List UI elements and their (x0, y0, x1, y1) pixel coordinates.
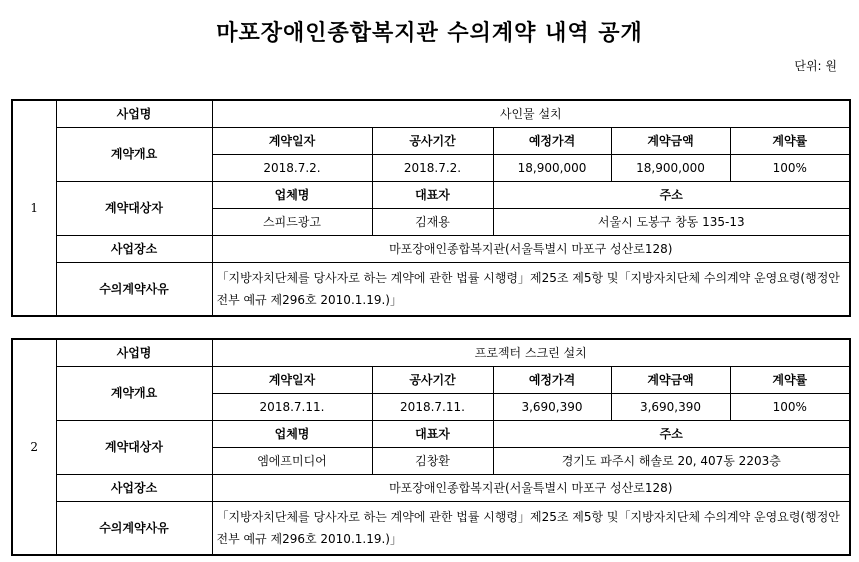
ceo-header: 대표자 (372, 181, 493, 208)
address-value: 경기도 파주시 해솔로 20, 407동 2203층 (493, 447, 850, 474)
company-header: 업체명 (212, 420, 372, 447)
ceo-value: 김재용 (372, 208, 493, 235)
location-value: 마포장애인종합복지관(서울특별시 마포구 성산로128) (212, 235, 850, 262)
reason-label: 수의계약사유 (56, 262, 212, 316)
location-label: 사업장소 (56, 474, 212, 501)
rate-value: 100% (730, 393, 850, 420)
contract-date-value: 2018.7.2. (212, 154, 372, 181)
company-value: 엠에프미디어 (212, 447, 372, 474)
estimate-value: 18,900,000 (493, 154, 611, 181)
contract-date-header: 계약일자 (212, 366, 372, 393)
reason-value: 「지방자치단체를 당사자로 하는 계약에 관한 법률 시행령」제25조 제5항 및「지방자치단체 수의계약 운영요령(행정안전부 예규 제296호 2010.1.19.)」 (212, 262, 850, 316)
rate-header: 계약률 (730, 366, 850, 393)
location-label: 사업장소 (56, 235, 212, 262)
amount-value: 18,900,000 (611, 154, 730, 181)
estimate-header: 예정가격 (493, 366, 611, 393)
contract-table-2 (11, 338, 851, 556)
summary-label: 계약개요 (56, 366, 212, 420)
page-title: 마포장애인종합복지관 수의계약 내역 공개 (216, 20, 643, 46)
project-name-value: 사인물 설치 (212, 100, 850, 127)
address-value: 서울시 도봉구 창동 135-13 (493, 208, 850, 235)
estimate-header: 예정가격 (493, 127, 611, 154)
contractor-label: 계약대상자 (56, 420, 212, 474)
rate-value: 100% (730, 154, 850, 181)
project-name-value: 프로젝터 스크린 설치 (212, 339, 850, 366)
contract-table-1 (11, 99, 851, 317)
ceo-header: 대표자 (372, 420, 493, 447)
project-name-label: 사업명 (56, 100, 212, 127)
estimate-value: 3,690,390 (493, 393, 611, 420)
amount-header: 계약금액 (611, 366, 730, 393)
amount-header: 계약금액 (611, 127, 730, 154)
period-header: 공사기간 (372, 127, 493, 154)
period-value: 2018.7.2. (372, 154, 493, 181)
period-header: 공사기간 (372, 366, 493, 393)
company-header: 업체명 (212, 181, 372, 208)
address-header: 주소 (493, 420, 850, 447)
ceo-value: 김창환 (372, 447, 493, 474)
summary-label: 계약개요 (56, 127, 212, 181)
project-name-label: 사업명 (56, 339, 212, 366)
reason-label: 수의계약사유 (56, 501, 212, 555)
contract-date-value: 2018.7.11. (212, 393, 372, 420)
contract-date-header: 계약일자 (212, 127, 372, 154)
reason-value: 「지방자치단체를 당사자로 하는 계약에 관한 법률 시행령」제25조 제5항 및「지방자치단체 수의계약 운영요령(행정안전부 예규 제296호 2010.1.19.)」 (212, 501, 850, 555)
contract-number: 2 (12, 339, 56, 555)
rate-header: 계약률 (730, 127, 850, 154)
address-header: 주소 (493, 181, 850, 208)
contractor-label: 계약대상자 (56, 181, 212, 235)
location-value: 마포장애인종합복지관(서울특별시 마포구 성산로128) (212, 474, 850, 501)
company-value: 스피드광고 (212, 208, 372, 235)
unit-label: 단위: 원 (794, 59, 837, 73)
amount-value: 3,690,390 (611, 393, 730, 420)
period-value: 2018.7.11. (372, 393, 493, 420)
contract-number: 1 (12, 100, 56, 316)
